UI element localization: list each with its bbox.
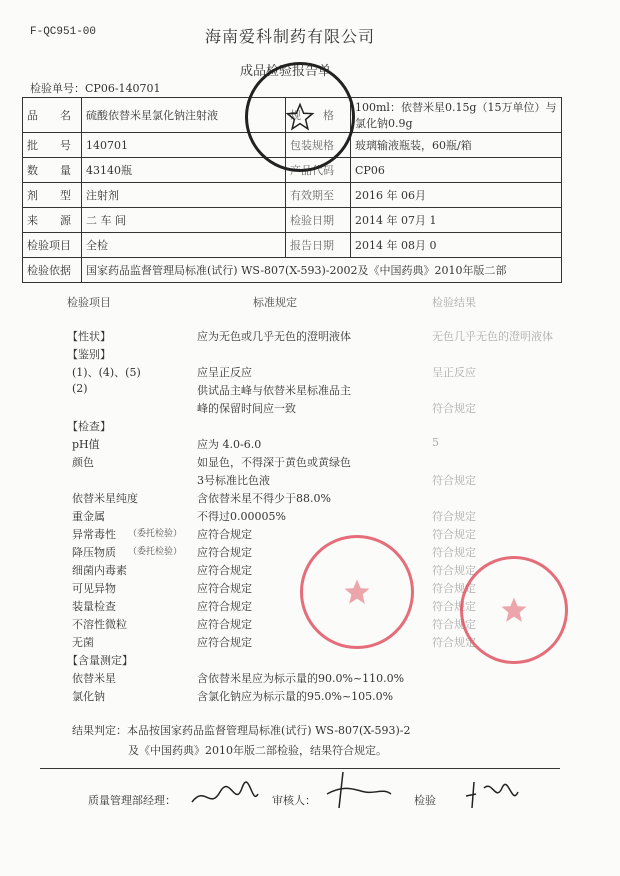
test-note: （委托检验） xyxy=(128,529,183,539)
test-standard: 应符合规定 xyxy=(197,618,252,631)
test-item: 细菌内毒素 xyxy=(72,564,127,577)
basis-label: 检验依据 xyxy=(23,258,82,283)
test-item: 无菌 xyxy=(72,636,94,649)
info-label: 品 名 xyxy=(23,98,82,133)
test-result: 符合规定 xyxy=(432,636,476,649)
section-heading: 【性状】 xyxy=(67,330,111,343)
info-row xyxy=(23,233,562,258)
test-standard: 不得过0.00005% xyxy=(197,510,286,523)
red-seal-stamp xyxy=(300,535,414,649)
test-result: 呈正反应 xyxy=(432,366,476,379)
column-header-standard: 标准规定 xyxy=(253,296,297,309)
test-standard: 含氯化钠应为标示量的95.0%~105.0% xyxy=(197,690,394,703)
star-icon xyxy=(499,595,529,625)
test-standard: 应符合规定 xyxy=(197,546,252,559)
test-result: 符合规定 xyxy=(432,600,476,613)
info-value: 二 车 间 xyxy=(82,208,286,233)
inspector-signature xyxy=(462,778,522,810)
test-item: 氯化钠 xyxy=(72,690,105,703)
manager-label: 质量管理部经理： xyxy=(88,794,176,807)
info-label: 来 源 xyxy=(23,208,82,233)
info-label: 检验项目 xyxy=(23,233,82,258)
info-label2: 报告日期 xyxy=(286,233,351,258)
test-result: 无色几乎无色的澄明液体 xyxy=(432,330,553,343)
test-result: 符合规定 xyxy=(432,402,476,415)
report-number: 检验单号：CP06-140701 xyxy=(30,82,161,95)
info-value: 全检 xyxy=(82,233,286,258)
test-item: 降压物质 xyxy=(72,546,116,559)
info-value2: 2014 年 08月 0 xyxy=(351,233,562,258)
test-item: 依替米星纯度 xyxy=(72,492,138,505)
info-label2: 产品代码 xyxy=(286,158,351,183)
info-value2: 100ml：依替米星0.15g（15万单位）与氯化钠0.9g xyxy=(351,98,562,133)
test-result: 符合规定 xyxy=(432,564,476,577)
test-item: 依替米星 xyxy=(72,672,116,685)
info-row xyxy=(23,158,562,183)
test-standard: 应符合规定 xyxy=(197,600,252,613)
info-label2: 有效期至 xyxy=(286,183,351,208)
info-value: 硫酸依替米星氯化钠注射液 xyxy=(82,98,286,133)
info-label2: 规 格 xyxy=(286,98,351,133)
info-label: 数 量 xyxy=(23,158,82,183)
info-row xyxy=(23,183,562,208)
test-standard: 应为无色或几乎无色的澄明液体 xyxy=(197,330,351,343)
conclusion-line-2: 及《中国药典》2010年版二部检验，结果符合规定。 xyxy=(128,744,387,757)
info-row-basis xyxy=(23,258,562,283)
manager-signature xyxy=(190,780,260,812)
info-value: 43140瓶 xyxy=(82,158,286,183)
test-standard: 3号标准比色液 xyxy=(197,474,270,487)
section-heading: 【含量测定】 xyxy=(67,654,133,667)
info-row xyxy=(23,208,562,233)
info-label2: 检验日期 xyxy=(286,208,351,233)
product-info-table xyxy=(22,97,562,283)
test-item: 异常毒性 xyxy=(72,528,116,541)
company-name: 海南爱科制药有限公司 xyxy=(205,27,376,46)
form-code: F-QC951-00 xyxy=(30,26,97,38)
test-item: 不溶性微粒 xyxy=(72,618,127,631)
test-result: 5 xyxy=(432,436,439,449)
test-standard: 峰的保留时间应一致 xyxy=(197,402,296,415)
test-result: 符合规定 xyxy=(432,546,476,559)
test-note: （委托检验） xyxy=(128,547,183,557)
basis-value: 国家药品监督管理局标准(试行) WS-807(X-593)-2002及《中国药典》2010年版二部 xyxy=(82,258,562,283)
test-item: 可见异物 xyxy=(72,582,116,595)
test-standard: 如显色，不得深于黄色或黄绿色 xyxy=(197,456,351,469)
column-header-result: 检验结果 xyxy=(432,296,476,309)
test-result: 符合规定 xyxy=(432,618,476,631)
conclusion-line-1: 结果判定：本品按国家药品监督管理局标准(试行) WS-807(X-593)-2 xyxy=(72,724,411,737)
test-standard: 应符合规定 xyxy=(197,528,252,541)
test-item: 装量检查 xyxy=(72,600,116,613)
test-standard: 供试品主峰与依替米星标准品主 xyxy=(197,384,351,397)
test-item: pH值 xyxy=(72,438,100,451)
star-icon xyxy=(342,577,372,607)
reviewer-signature xyxy=(325,770,395,810)
inspector-label: 检验 xyxy=(414,794,436,807)
divider xyxy=(40,768,560,769)
test-standard: 应为 4.0-6.0 xyxy=(197,438,262,451)
reviewer-label: 审核人： xyxy=(272,794,316,807)
test-standard: 含依替米星不得少于88.0% xyxy=(197,492,331,505)
test-item: 颜色 xyxy=(72,456,94,469)
test-result: 符合规定 xyxy=(432,510,476,523)
test-result: 符合规定 xyxy=(432,474,476,487)
info-value2: 2014 年 07月 1 xyxy=(351,208,562,233)
test-standard: 应符合规定 xyxy=(197,564,252,577)
info-value2: 玻璃输液瓶装，60瓶/箱 xyxy=(351,133,562,158)
info-value2: 2016 年 06月 xyxy=(351,183,562,208)
document-title: 成品检验报告单 xyxy=(240,64,332,79)
info-label2: 包装规格 xyxy=(286,133,351,158)
test-item: 重金属 xyxy=(72,510,105,523)
test-item: (2) xyxy=(72,382,88,395)
column-header-item: 检验项目 xyxy=(67,296,111,309)
info-row xyxy=(23,98,562,133)
test-result: 符合规定 xyxy=(432,582,476,595)
info-value: 140701 xyxy=(82,133,286,158)
info-value2: CP06 xyxy=(351,158,562,183)
test-result: 符合规定 xyxy=(432,528,476,541)
info-row xyxy=(23,133,562,158)
test-standard: 应符合规定 xyxy=(197,582,252,595)
info-label: 批 号 xyxy=(23,133,82,158)
test-item: (1)、(4)、(5) xyxy=(72,366,141,379)
test-standard: 含依替米星应为标示量的90.0%~110.0% xyxy=(197,672,405,685)
test-standard: 应符合规定 xyxy=(197,636,252,649)
test-standard: 应呈正反应 xyxy=(197,366,252,379)
section-heading: 【检查】 xyxy=(67,420,111,433)
info-value: 注射剂 xyxy=(82,183,286,208)
info-label: 剂 型 xyxy=(23,183,82,208)
red-seal-stamp xyxy=(460,556,568,664)
section-heading: 【鉴别】 xyxy=(67,348,111,361)
